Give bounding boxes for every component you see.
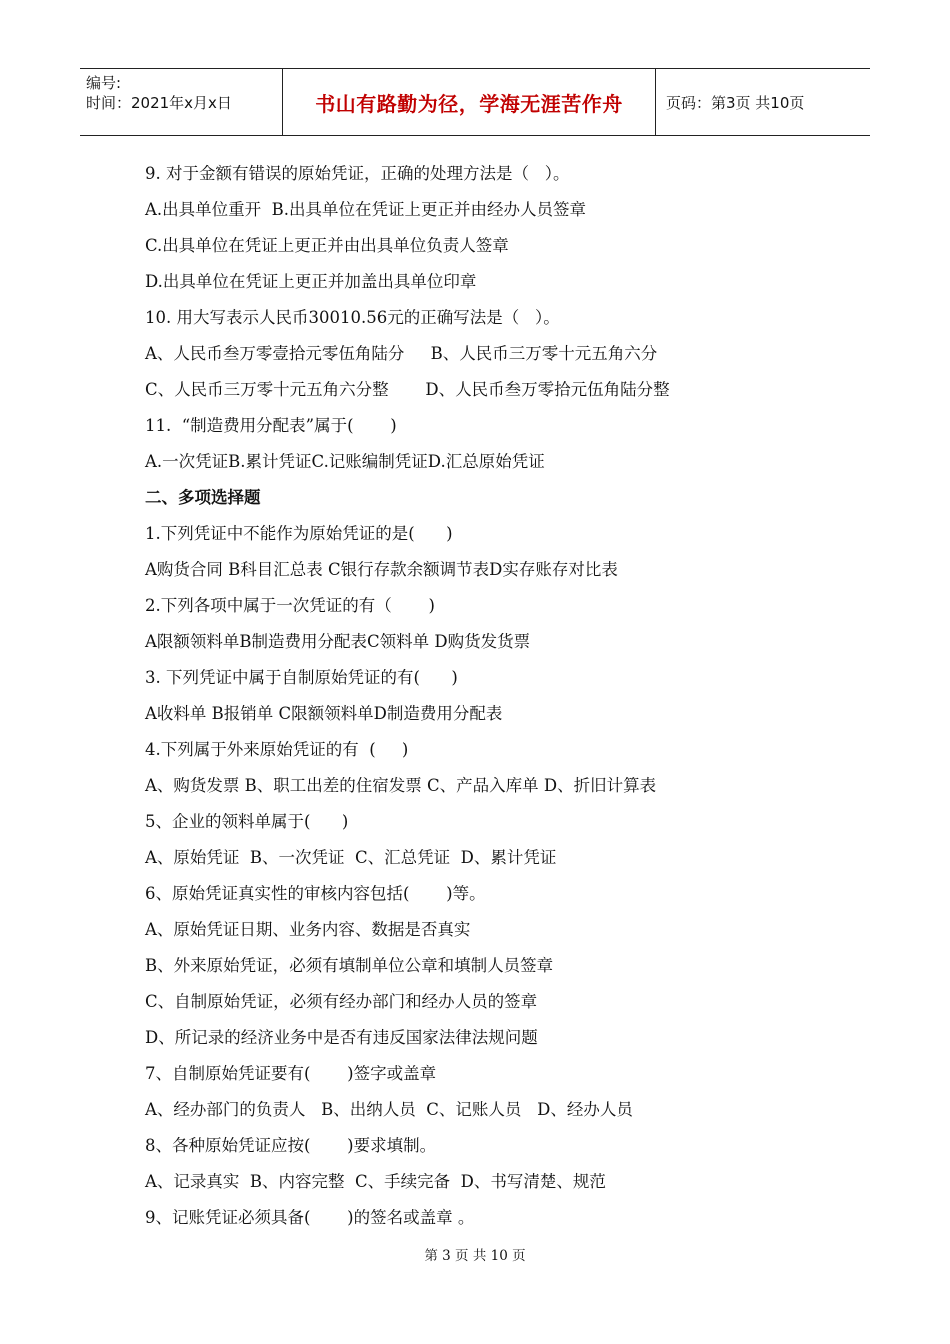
text-line: C、自制原始凭证，必须有经办部门和经办人员的签章 [145, 992, 538, 1011]
number-label: 编号: [86, 74, 122, 92]
text-line: A限额领料单B制造费用分配表C领料单 D购货发货票 [145, 632, 531, 651]
header-right-cell [656, 69, 870, 135]
page-footer: 第 3 页 共 10 页 [424, 1248, 526, 1264]
document-body [145, 156, 845, 1236]
text-line: D.出具单位在凭证上更正并加盖出具单位印章 [145, 272, 477, 291]
text-line: 11. “制造费用分配表”属于( ) [145, 416, 397, 435]
text-line: C、人民币三万零十元五角六分整 D、人民币叁万零拾元伍角陆分整 [145, 380, 670, 399]
page-info: 页码：第3页 共10页 [666, 93, 805, 112]
text-line: 4.下列属于外来原始凭证的有 ( ) [145, 740, 409, 759]
text-line: C.出具单位在凭证上更正并由出具单位负责人签章 [145, 236, 509, 255]
text-line: 9. 对于金额有错误的原始凭证，正确的处理方法是（ ）。 [145, 164, 570, 183]
text-line: 1.下列凭证中不能作为原始凭证的是( ) [145, 524, 453, 543]
text-line: A、原始凭证 B、一次凭证 C、汇总凭证 D、累计凭证 [145, 848, 557, 867]
text-line: A、人民币叁万零壹拾元零伍角陆分 B、人民币三万零十元五角六分 [145, 344, 658, 363]
text-line: B、外来原始凭证，必须有填制单位公章和填制人员签章 [145, 956, 554, 975]
text-line: A.一次凭证B.累计凭证C.记账编制凭证D.汇总原始凭证 [145, 452, 545, 471]
text-line: 3. 下列凭证中属于自制原始凭证的有( ) [145, 668, 458, 687]
text-line: D、所记录的经济业务中是否有违反国家法律法规问题 [145, 1028, 538, 1047]
text-line: A、经办部门的负责人 B、出纳人员 C、记账人员 D、经办人员 [145, 1100, 633, 1119]
text-line: A收料单 B报销单 C限额领料单D制造费用分配表 [145, 704, 503, 723]
text-line: A.出具单位重开 B.出具单位在凭证上更正并由经办人员签章 [145, 200, 587, 219]
text-line: 6、原始凭证真实性的审核内容包括( )等。 [145, 884, 486, 903]
text-line: 7、自制原始凭证要有( )签字或盖章 [145, 1064, 437, 1083]
text-line: 5、企业的领料单属于( ) [145, 812, 349, 831]
page-header [80, 68, 870, 136]
text-line: A购货合同 B科目汇总表 C银行存款余额调节表D实存账存对比表 [145, 560, 618, 579]
header-middle-cell [282, 69, 656, 135]
text-line: A、购货发票 B、职工出差的住宿发票 C、产品入库单 D、折旧计算表 [145, 776, 657, 795]
text-line: 2.下列各项中属于一次凭证的有（ ) [145, 596, 435, 615]
text-line: 9、记账凭证必须具备( )的签名或盖章 。 [145, 1208, 475, 1227]
text-line: 10. 用大写表示人民币30010.56元的正确写法是（ ）。 [145, 308, 560, 327]
date-label: 时间：2021年x月x日 [86, 94, 232, 112]
text-line: 8、各种原始凭证应按( )要求填制。 [145, 1136, 437, 1155]
section-heading: 二、多项选择题 [145, 488, 261, 507]
text-line: A、原始凭证日期、业务内容、数据是否真实 [145, 920, 471, 939]
header-left-cell [80, 69, 282, 135]
text-line: A、记录真实 B、内容完整 C、手续完备 D、书写清楚、规范 [145, 1172, 606, 1191]
header-motto: 书山有路勤为径，学海无涯苦作舟 [315, 91, 623, 116]
